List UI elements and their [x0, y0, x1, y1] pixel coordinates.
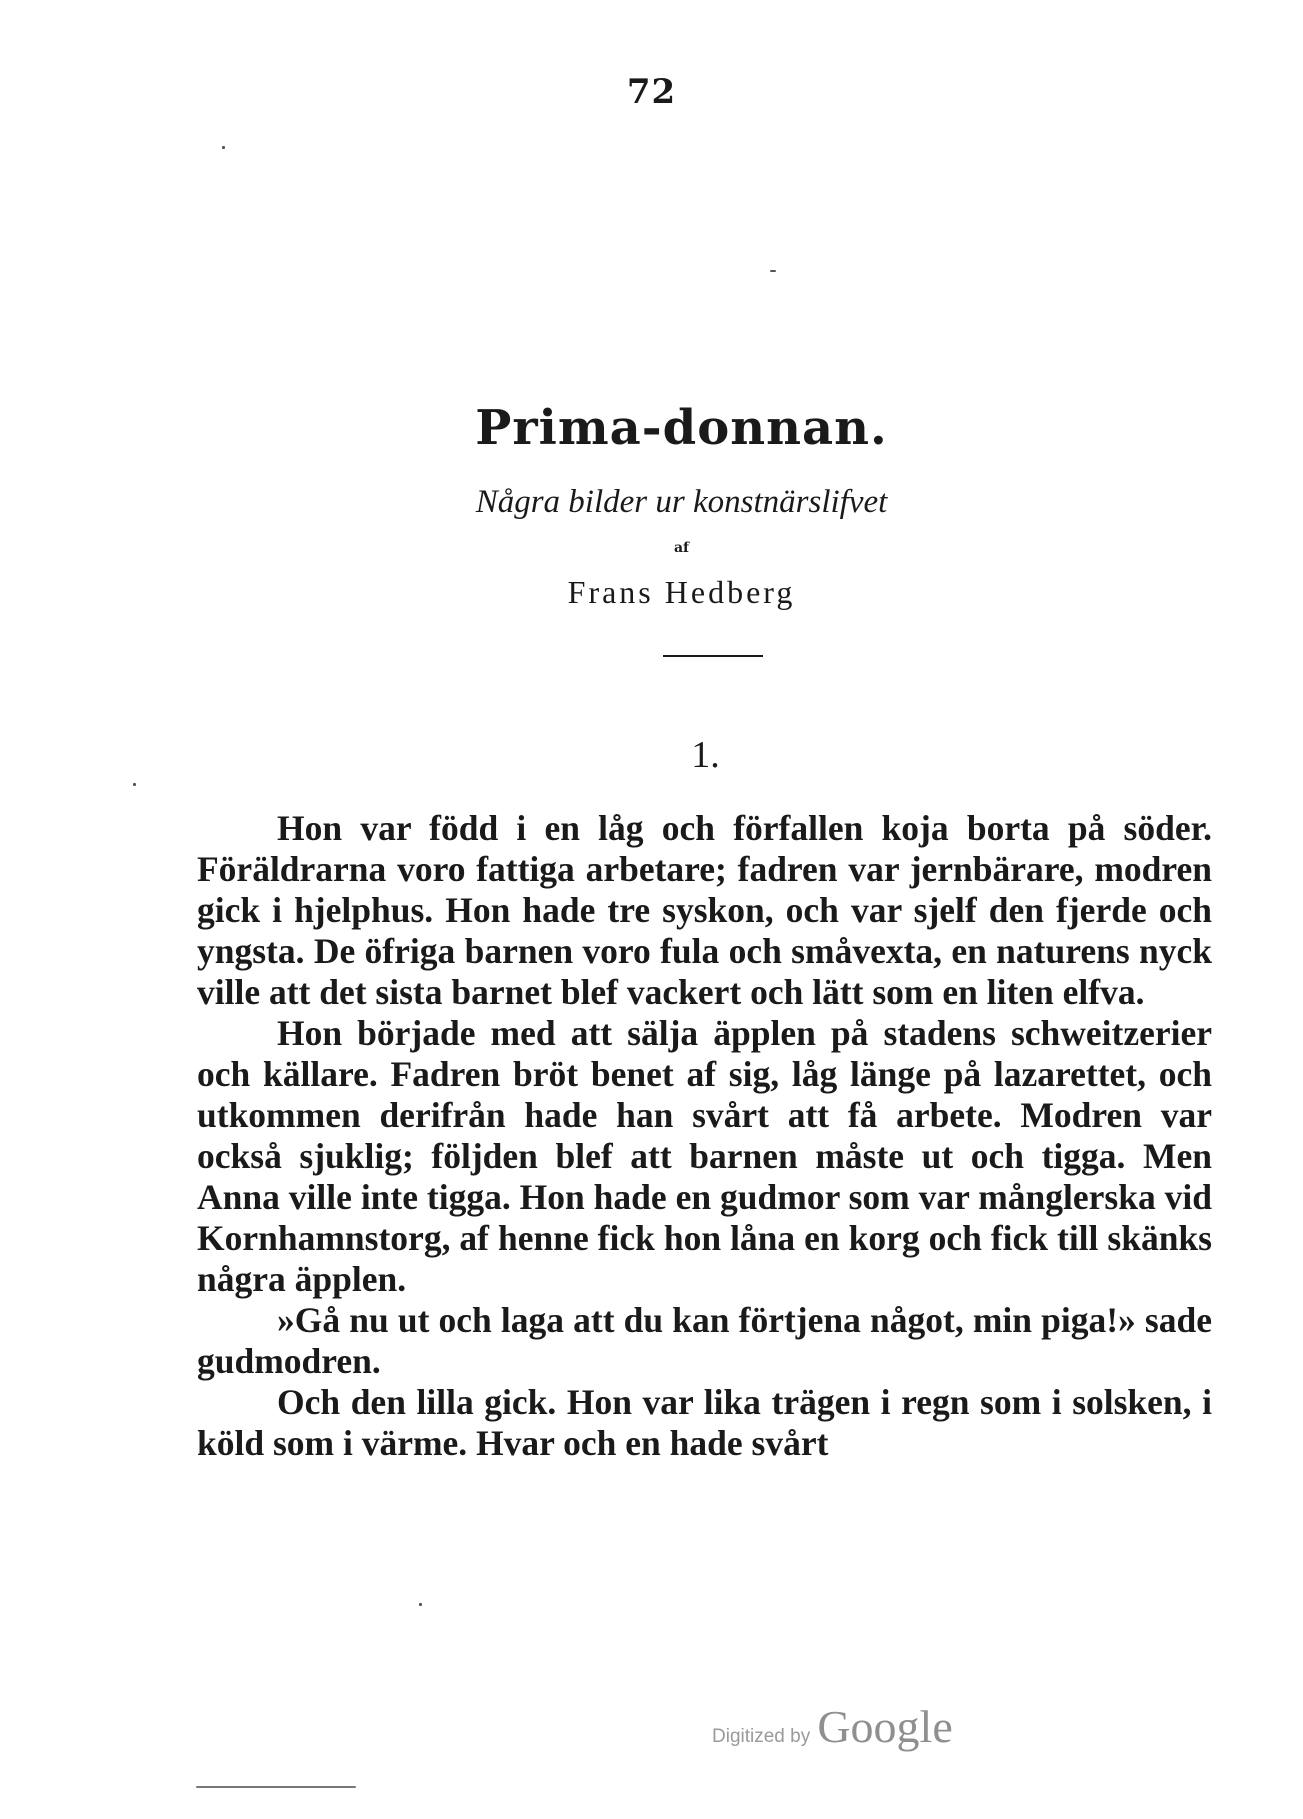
section-number: 1.	[691, 734, 720, 776]
subtitle: Några bilder ur konstnärslifvet	[475, 484, 888, 520]
paragraph: Hon började med att sälja äpplen på stadens schweitzerier och källare. Fadren bröt benet af sig, låg länge på lazarettet, och utkommen derifrån hade han svårt att få arbete. Modren var också sjuklig; följden blef att barnen måste ut och tigga. Men Anna ville inte tigga. Hon hade en gudmor som var månglerska vid Kornhamnstorg, af henne fick hon låna en korg och fick till skänks några äpplen.	[197, 1013, 1212, 1299]
paragraph: Och den lilla gick. Hon var lika trägen i regn som i solsken, i köld som i värme. Hvar och en hade svårt	[197, 1382, 1212, 1463]
watermark-brand: Google	[817, 1701, 953, 1752]
digitization-watermark	[712, 1700, 953, 1753]
scan-speck	[419, 1603, 422, 1606]
body-text	[197, 808, 1212, 1464]
paragraph: »Gå nu ut och laga att du kan förtjena något, min piga!» sade gudmodren.	[197, 1300, 1212, 1381]
paragraph: Hon var född i en låg och förfallen koja borta på söder. Föräldrarna voro fattiga arbetare; fadren var jernbärare, modren gick i hjelphus. Hon hade tre syskon, och var sjelf den fjerde och yngsta. De öfriga barnen voro fula och småvexta, en naturens nyck ville att det sista barnet blef vackert och lätt som en liten elfva.	[197, 808, 1212, 1012]
scan-speck	[770, 270, 776, 272]
title-divider	[663, 655, 763, 657]
scan-speck	[196, 1786, 356, 1788]
author: Frans Hedberg	[567, 574, 796, 610]
scan-speck	[222, 146, 225, 149]
scan-speck	[133, 783, 136, 786]
watermark-prefix: Digitized by	[712, 1726, 811, 1747]
page-number: 72	[626, 72, 677, 112]
by-line: af	[673, 540, 690, 556]
page-title: Prima-donnan.	[475, 400, 888, 456]
